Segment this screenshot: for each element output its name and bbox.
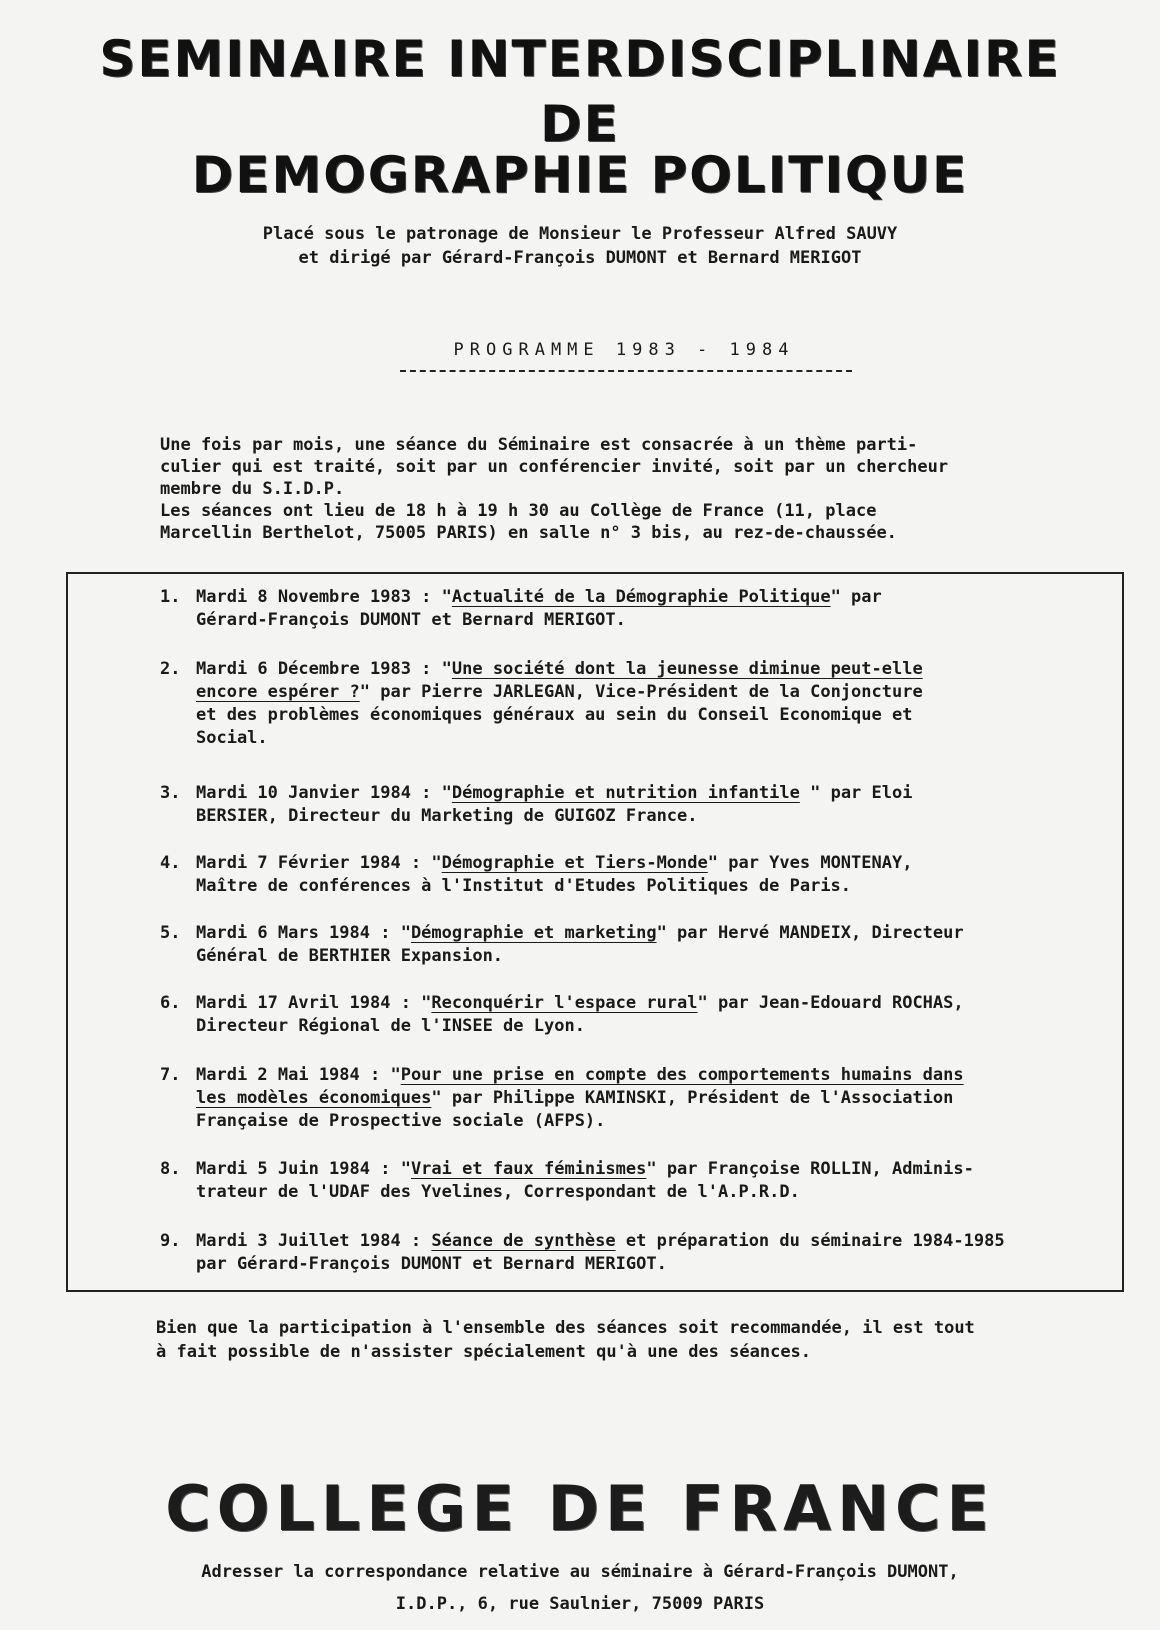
session-detail: Social. — [196, 728, 268, 748]
address-line-1: Adresser la correspondance relative au séminaire à Gérard-François DUMONT, — [201, 1562, 959, 1582]
session-speaker: " par Eloi — [799, 783, 913, 803]
intro-line: culier qui est traité, soit par un conférencier invité, soit par un chercheur — [160, 457, 949, 477]
session-date: Mardi 6 Décembre 1983 : " — [196, 659, 452, 679]
session-detail: trateur de l'UDAF des Yvelines, Correspondant de l'A.P.R.D. — [196, 1182, 800, 1202]
session-title: Démographie et nutrition infantile — [451, 783, 800, 803]
session-date: Mardi 6 Mars 1984 : " — [196, 923, 411, 943]
closing-line: à fait possible de n'assister spécialement qu'à une des séances. — [156, 1342, 812, 1362]
session-title: Une société dont la jeunesse diminue peut-elle — [451, 659, 923, 679]
session-detail: et des problèmes économiques généraux au sein du Conseil Economique et — [196, 705, 913, 725]
session-number: 4. — [160, 853, 181, 873]
session-detail: Maître de conférences à l'Institut d'Etudes Politiques de Paris. — [196, 876, 852, 896]
address-line-2: I.D.P., 6, rue Saulnier, 75009 PARIS — [395, 1594, 765, 1614]
intro-paragraph — [160, 434, 1080, 544]
session-title: Séance de synthèse — [431, 1231, 616, 1251]
session-date: Mardi 17 Avril 1984 : " — [196, 993, 432, 1013]
session-speaker: " par Pierre JARLEGAN, Vice-Président de la Conjoncture — [359, 682, 923, 702]
session-title: Démographie et Tiers-Monde — [441, 853, 708, 873]
session-speaker: " par — [830, 587, 882, 607]
session-title: Reconquérir l'espace rural — [431, 993, 698, 1013]
session-title: Actualité de la Démographie Politique — [451, 587, 831, 607]
patronage-line-2: et dirigé par Gérard-François DUMONT et Bernard MERIGOT — [298, 248, 862, 268]
session-date: Mardi 8 Novembre 1983 : " — [196, 587, 452, 607]
session-number: 7. — [160, 1065, 181, 1085]
session-speaker: et préparation du séminaire 1984-1985 — [615, 1231, 1005, 1251]
session-title: Démographie et marketing — [410, 923, 657, 943]
intro-line: Marcellin Berthelot, 75005 PARIS) en salle n° 3 bis, au rez-de-chaussée. — [160, 523, 897, 543]
session-detail: Française de Prospective sociale (AFPS). — [196, 1111, 606, 1131]
session-number: 8. — [160, 1159, 181, 1179]
session-title: Vrai et faux féminismes — [410, 1159, 647, 1179]
session-detail: Gérard-François DUMONT et Bernard MERIGOT. — [196, 610, 626, 630]
session-speaker: " par Jean-Edouard ROCHAS, — [697, 993, 964, 1013]
session-number: 1. — [160, 587, 181, 607]
session-number: 9. — [160, 1231, 181, 1251]
session-number: 6. — [160, 993, 181, 1013]
session-detail: Général de BERTHIER Expansion. — [196, 946, 504, 966]
patronage-line-1: Placé sous le patronage de Monsieur le Professeur Alfred SAUVY — [262, 224, 898, 244]
intro-line: membre du S.I.D.P. — [160, 479, 345, 499]
session-detail: BERSIER, Directeur du Marketing de GUIGOZ France. — [196, 806, 698, 826]
intro-line: Les séances ont lieu de 18 h à 19 h 30 au Collège de France (11, place — [160, 501, 877, 521]
closing-line: Bien que la participation à l'ensemble des séances soit recommandée, il est tout — [156, 1318, 975, 1338]
session-detail: Directeur Régional de l'INSEE de Lyon. — [196, 1016, 585, 1036]
intro-line: Une fois par mois, une séance du Séminaire est consacrée à un thème parti- — [160, 435, 918, 455]
programme-rule — [400, 370, 852, 372]
session-number: 2. — [160, 659, 181, 679]
session-date: Mardi 10 Janvier 1984 : " — [196, 783, 452, 803]
session-title-cont: encore espérer ? — [196, 682, 360, 702]
title-line-1: SEMINAIRE INTERDISCIPLINAIRE — [99, 30, 1061, 88]
session-date: Mardi 5 Juin 1984 : " — [196, 1159, 411, 1179]
session-speaker: " par Hervé MANDEIX, Directeur — [656, 923, 964, 943]
title-line-2: DE — [540, 95, 620, 153]
closing-paragraph — [156, 1316, 1116, 1364]
session-speaker: " par Philippe KAMINSKI, Président de l'Association — [431, 1088, 954, 1108]
session-title: Pour une prise en compte des comportements humains dans — [400, 1065, 964, 1085]
session-number: 5. — [160, 923, 181, 943]
session-number: 3. — [160, 783, 181, 803]
institution-name: COLLEGE DE FRANCE — [165, 1472, 995, 1545]
session-speaker: " par Yves MONTENAY, — [707, 853, 913, 873]
session-speaker: " par Françoise ROLLIN, Adminis- — [646, 1159, 974, 1179]
programme-heading: PROGRAMME 1983 - 1984 — [453, 340, 795, 360]
session-title-cont: les modèles économiques — [196, 1088, 432, 1108]
session-date: Mardi 2 Mai 1984 : " — [196, 1065, 401, 1085]
session-detail: par Gérard-François DUMONT et Bernard MERIGOT. — [196, 1254, 667, 1274]
session-date: Mardi 3 Juillet 1984 : — [196, 1231, 432, 1251]
title-line-3: DEMOGRAPHIE POLITIQUE — [191, 146, 969, 204]
session-date: Mardi 7 Février 1984 : " — [196, 853, 442, 873]
